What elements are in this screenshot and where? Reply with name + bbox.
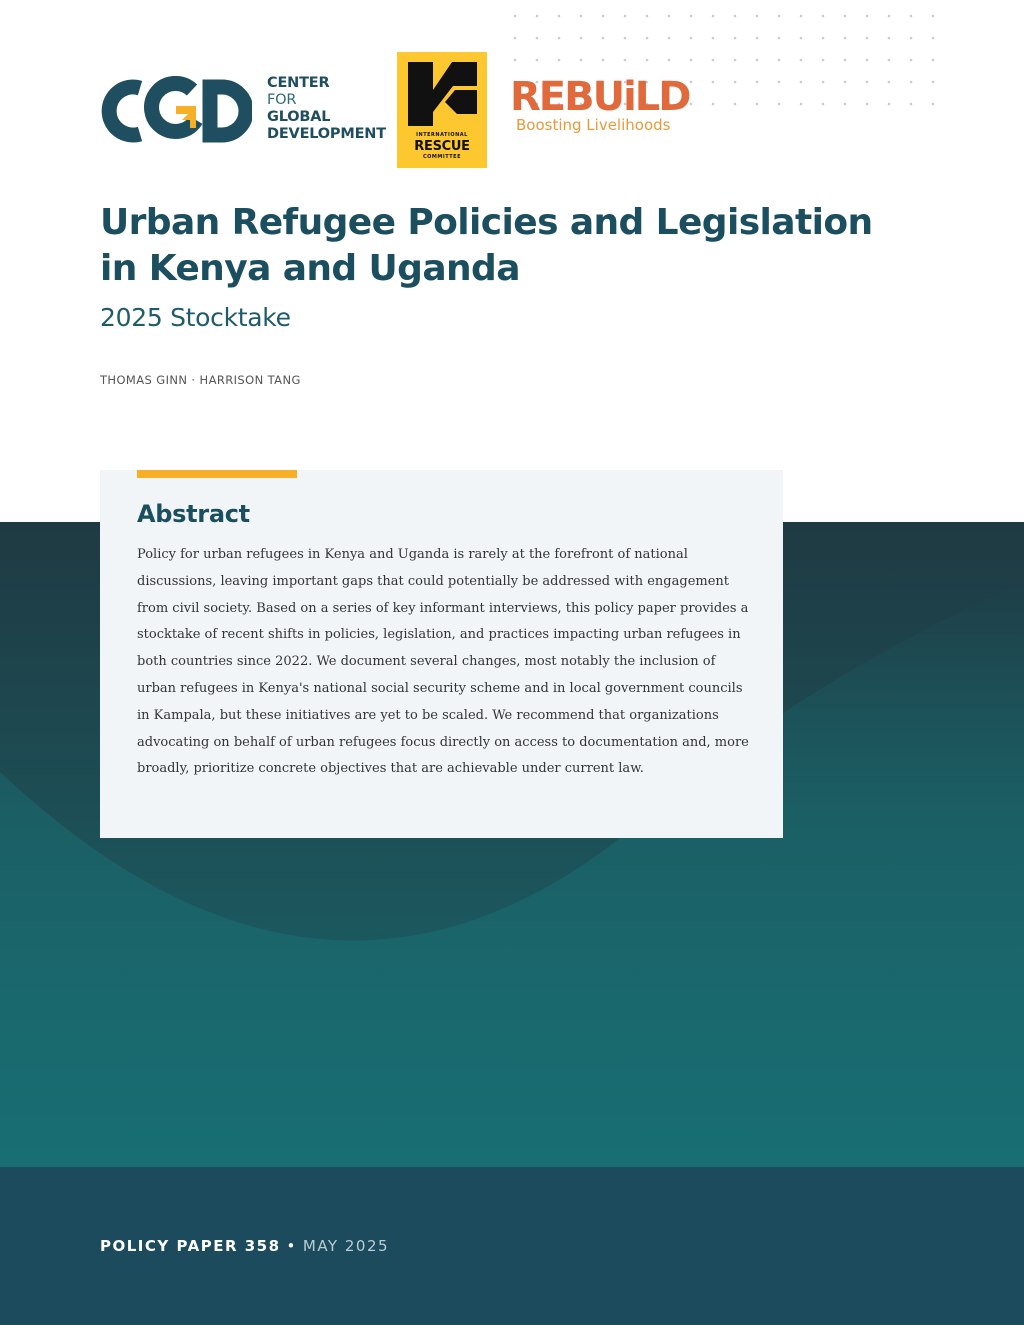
abstract-card [100, 470, 783, 838]
irc-line-2: RESCUE [414, 139, 470, 154]
irc-logo [397, 52, 487, 168]
cgd-name-line-2: FOR [267, 92, 297, 108]
abstract-accent-bar [137, 470, 297, 478]
authors: THOMAS GINN · HARRISON TANG [100, 373, 301, 387]
document-title: Urban Refugee Policies and Legislation in Kenya and Uganda [100, 202, 873, 289]
irc-line-1: INTERNATIONAL [416, 132, 468, 138]
document-subtitle: 2025 Stocktake [100, 303, 291, 332]
irc-logo-mark [397, 52, 487, 132]
footer-text [100, 1237, 389, 1255]
footer-band [0, 1167, 1024, 1325]
cgd-name-line-1: CENTER [267, 75, 330, 91]
cgd-name-line-3: GLOBAL [267, 109, 331, 125]
rebuild-logo-word: REBUiLD [510, 74, 690, 120]
abstract-heading: Abstract [137, 500, 250, 528]
cgd-logo [92, 70, 386, 150]
cgd-name-line-4: DEVELOPMENT [267, 126, 386, 142]
cgd-name [267, 75, 386, 143]
rebuild-logo-tagline: Boosting Livelihoods [516, 116, 671, 134]
irc-logo-text [397, 132, 487, 161]
cgd-logo-mark [92, 76, 252, 146]
irc-line-3: COMMITTEE [423, 154, 461, 160]
publication-date: MAY 2025 [302, 1237, 390, 1255]
rebuild-logo [510, 74, 690, 134]
footer-separator: • [286, 1237, 297, 1255]
policy-paper-number: POLICY PAPER 358 [100, 1237, 281, 1255]
abstract-body: Policy for urban refugees in Kenya and Uganda is rarely at the forefront of national discussions, leaving important gaps that could potentially be addressed with engagement from civil society. Based on a series of key informant interviews, this policy paper provides a stocktake of recent shifts in policies, legislation, and practices impacting urban refugees in both countries since 2022. We document several changes, most notably the inclusion of urban refugees in Kenya's national social security scheme and in local government councils in Kampala, but these initiatives are yet to be scaled. We recommend that organizations advocating on behalf of urban refugees focus directly on access to documentation and, more broadly, prioritize concrete objectives that are achievable under current law. [137, 547, 749, 777]
